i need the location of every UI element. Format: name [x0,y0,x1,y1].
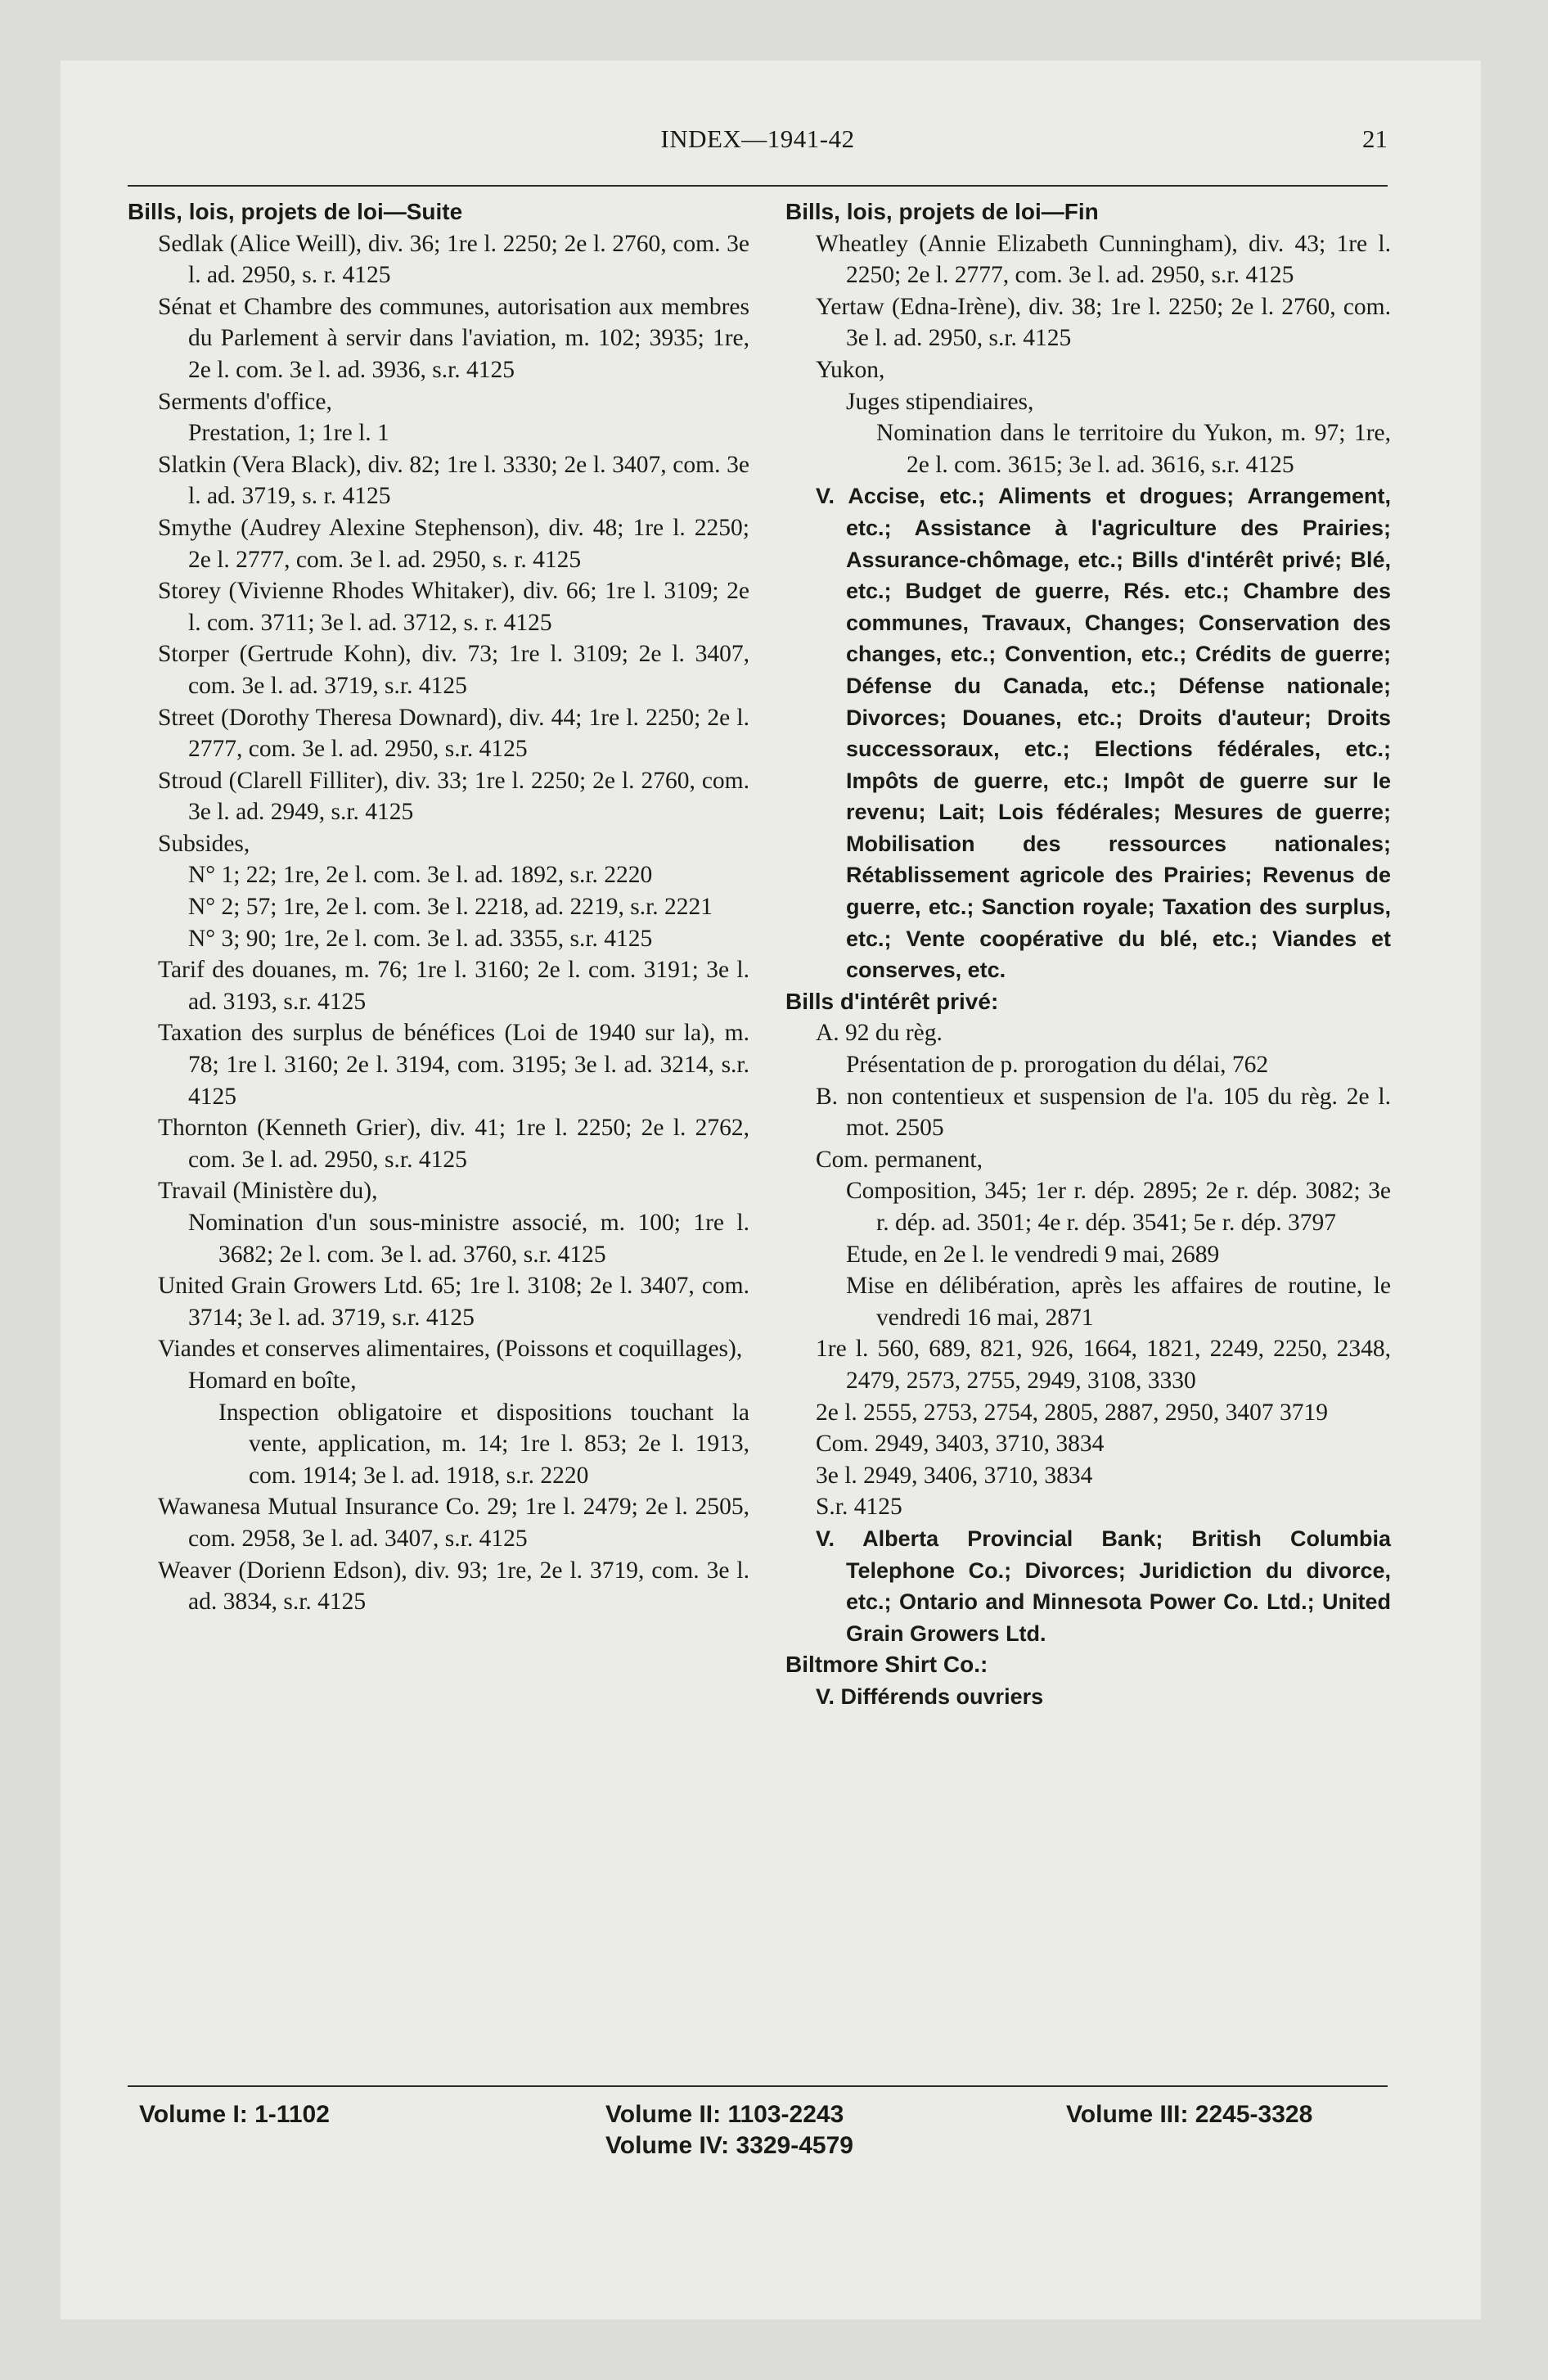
index-entry: Viandes et conserves alimentaires, (Poissons et coquillages), [158,1336,743,1363]
index-entry: Subsides, [158,830,250,857]
index-entry: N° 1; 22; 1re, 2e l. com. 3e l. ad. 1892, s.r. 2220 [188,862,653,889]
index-entry: Sedlak (Alice Weill), div. 36; 1re l. 2250; 2e l. 2760, com. 3e l. ad. 2950, s. r. 4125 [158,230,749,289]
left-column [128,196,749,1618]
right-column [785,196,1391,1713]
index-entry: 2e l. 2555, 2753, 2754, 2805, 2887, 2950, 3407 3719 [816,1399,1329,1426]
index-entry: S.r. 4125 [816,1494,902,1521]
index-entry: Wawanesa Mutual Insurance Co. 29; 1re l. 2479; 2e l. 2505, com. 2958, 3e l. ad. 3407, s.r. 4125 [158,1494,749,1552]
index-entry: Homard en boîte, [188,1367,357,1394]
index-entry: B. non contentieux et suspension de l'a. 105 du règ. 2e l. mot. 2505 [816,1083,1391,1142]
index-entry: Nomination dans le territoire du Yukon, m. 97; 1re, 2e l. com. 3615; 3e l. ad. 3616, s.r. 4125 [876,420,1391,478]
page-number: 21 [1362,124,1388,153]
index-entry: Yertaw (Edna-Irène), div. 38; 1re l. 2250; 2e l. 2760, com. 3e l. ad. 2950, s.r. 4125 [816,293,1391,352]
page-header [128,124,1388,165]
index-entry: Storper (Gertrude Kohn), div. 73; 1re l. 3109; 2e l. 3407, com. 3e l. ad. 3719, s.r. 4125 [158,641,749,699]
index-entry: V. Accise, etc.; Aliments et drogues; Arrangement, etc.; Assistance à l'agriculture des Prairies; Assurance-chômage, etc.; Bills d'intérêt privé; Blé, etc.; Budget de guerre, Rés. etc.; Chambre des communes, Travaux, Changes; Conservation des changes, etc.; Convention, etc.; Crédits de guerre; Défense du Canada, etc.; Défense nationale; Divorces; Douanes, etc.; Droits d'auteur; Droits successoraux, etc.; Elections fédérales, etc.; Impôts de guerre, etc.; Impôt de guerre sur le revenu; Lait; Lois fédérales; Mesures de guerre; Mobilisation des ressources nationales; Rétablissement agricole des Prairies; Revenus de guerre, etc.; Sanction royale; Taxation des surplus, etc.; Vente coopérative du blé, etc.; Viandes et conserves, etc. [816,484,1391,983]
index-entry: Composition, 345; 1er r. dép. 2895; 2e r. dép. 3082; 3e r. dép. ad. 3501; 4e r. dép. 3541; 5e r. dép. 3797 [846,1178,1391,1236]
index-entry: Com. permanent, [816,1146,983,1173]
index-entry: Smythe (Audrey Alexine Stephenson), div. 48; 1re l. 2250; 2e l. 2777, com. 3e l. ad. 2950, s. r. 4125 [158,514,749,573]
index-title: INDEX—1941-42 [660,124,855,153]
footer-volume-2: Volume II: 1103-2243 [605,2101,844,2128]
index-entry: Tarif des douanes, m. 76; 1re l. 3160; 2e l. com. 3191; 3e l. ad. 3193, s.r. 4125 [158,957,749,1015]
index-entry: Storey (Vivienne Rhodes Whitaker), div. 66; 1re l. 3109; 2e l. com. 3711; 3e l. ad. 3712, s. r. 4125 [158,578,749,636]
index-entry: Inspection obligatoire et dispositions touchant la vente, application, m. 14; 1re l. 853; 2e l. 1913, com. 1914; 3e l. ad. 1918, s.r. 2220 [218,1399,749,1489]
index-entry: United Grain Growers Ltd. 65; 1re l. 3108; 2e l. 3407, com. 3714; 3e l. ad. 3719, s.r. 4125 [158,1273,749,1331]
index-entry: Bills, lois, projets de loi—Suite [128,199,463,224]
index-entry: Sénat et Chambre des communes, autorisation aux membres du Parlement à servir dans l'aviation, m. 102; 3935; 1re, 2e l. com. 3e l. ad. 3936, s.r. 4125 [158,293,749,383]
index-entry: Biltmore Shirt Co.: [785,1652,988,1678]
index-entry: Taxation des surplus de bénéfices (Loi de 1940 sur la), m. 78; 1re l. 3160; 2e l. 3194, com. 3195; 3e l. ad. 3214, s.r. 4125 [158,1020,749,1110]
index-entry: Bills d'intérêt privé: [785,988,999,1014]
index-entry: Yukon, [816,356,885,383]
index-entry: Weaver (Dorienn Edson), div. 93; 1re, 2e l. 3719, com. 3e l. ad. 3834, s.r. 4125 [158,1557,749,1616]
index-entry: Nomination d'un sous-ministre associé, m. 100; 1re l. 3682; 2e l. com. 3e l. ad. 3760, s.r. 4125 [188,1210,749,1268]
index-entry: A. 92 du règ. [816,1020,943,1047]
footer-volume-1: Volume I: 1-1102 [139,2101,330,2128]
index-entry: N° 2; 57; 1re, 2e l. com. 3e l. 2218, ad. 2219, s.r. 2221 [188,894,713,921]
index-entry: Prestation, 1; 1re l. 1 [188,420,389,447]
index-entry: Stroud (Clarell Filliter), div. 33; 1re l. 2250; 2e l. 2760, com. 3e l. ad. 2949, s.r. 4125 [158,767,749,826]
index-entry: Thornton (Kenneth Grier), div. 41; 1re l. 2250; 2e l. 2762, com. 3e l. ad. 2950, s.r. 4125 [158,1115,749,1173]
index-entry: Présentation de p. prorogation du délai, 762 [846,1052,1269,1079]
header-rule [128,185,1388,187]
index-entry: Slatkin (Vera Black), div. 82; 1re l. 3330; 2e l. 3407, com. 3e l. ad. 3719, s. r. 4125 [158,451,749,510]
index-entry: V. Différends ouvriers [816,1684,1044,1709]
index-entry: Travail (Ministère du), [158,1178,378,1205]
footer-volume-3: Volume III: 2245-3328 [1066,2101,1313,2128]
index-entry: Serments d'office, [158,388,332,415]
index-entry: Etude, en 2e l. le vendredi 9 mai, 2689 [846,1241,1220,1268]
index-entry: Juges stipendiaires, [846,388,1034,415]
index-entry: Wheatley (Annie Elizabeth Cunningham), div. 43; 1re l. 2250; 2e l. 2777, com. 3e l. ad. 2950, s.r. 4125 [816,230,1391,289]
index-entry: Mise en délibération, après les affaires de routine, le vendredi 16 mai, 2871 [846,1273,1391,1331]
index-entry: N° 3; 90; 1re, 2e l. com. 3e l. ad. 3355, s.r. 4125 [188,925,653,952]
index-entry: 3e l. 2949, 3406, 3710, 3834 [816,1462,1093,1489]
footer-volume-4: Volume IV: 3329-4579 [605,2132,853,2159]
index-entry: Com. 2949, 3403, 3710, 3834 [816,1431,1105,1458]
index-entry: Street (Dorothy Theresa Downard), div. 44; 1re l. 2250; 2e l. 2777, com. 3e l. ad. 2950, s.r. 4125 [158,704,749,763]
footer-rule [128,2085,1388,2087]
footer-volumes-middle [605,2099,853,2161]
index-entry: V. Alberta Provincial Bank; British Columbia Telephone Co.; Divorces; Juridiction du divorce, etc.; Ontario and Minnesota Power Co. Ltd.; United Grain Growers Ltd. [816,1526,1391,1646]
index-entry: 1re l. 560, 689, 821, 926, 1664, 1821, 2249, 2250, 2348, 2479, 2573, 2755, 2949, 3108, 3330 [816,1336,1391,1394]
index-entry: Bills, lois, projets de loi—Fin [785,199,1099,224]
